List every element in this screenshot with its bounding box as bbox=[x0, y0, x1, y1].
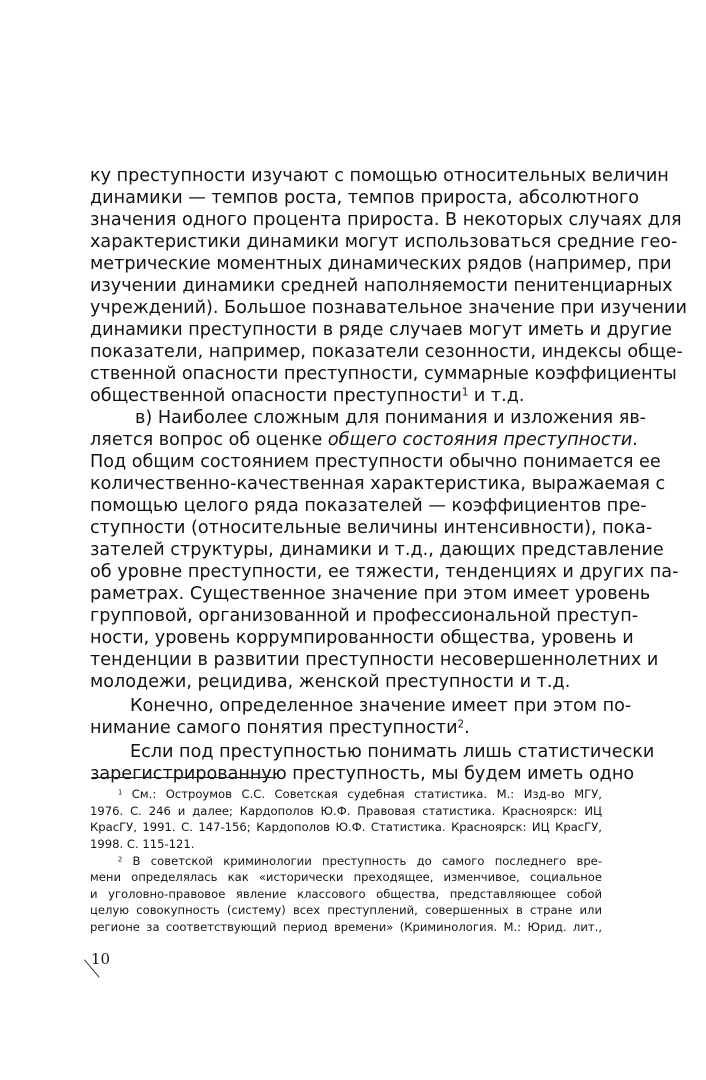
footnote-ref-1[interactable]: 1 bbox=[461, 387, 469, 399]
body-line-text: ляется вопрос об оценке bbox=[90, 430, 328, 450]
body-line: Под общим состоянием преступности обычно понимается ее bbox=[90, 452, 661, 472]
body-line: молодежи, рецидива, женской преступности и т.д. bbox=[90, 672, 571, 692]
footnote-ref-2[interactable]: 2 bbox=[457, 719, 465, 731]
body-line: зателей структуры, динамики и т.д., дающих представление bbox=[90, 540, 664, 560]
footnote-line: 1976. С. 246 и далее; Кардополов Ю.Ф. Правовая статистика. Красноярск: ИЦ bbox=[90, 804, 602, 818]
body-line: ности, уровень коррумпированности общества, уровень и bbox=[90, 628, 634, 648]
footnote-marker-2: 2 bbox=[118, 855, 123, 864]
footnote-line: 1998. С. 115-121. bbox=[90, 837, 195, 851]
footnote-marker-1: 1 bbox=[118, 788, 123, 797]
body-line: Конечно, определенное значение имеет при этом по- bbox=[130, 696, 632, 716]
body-line: раметрах. Существенное значение при этом имеет уровень bbox=[90, 584, 651, 604]
footnote-line: КрасГУ, 1991. С. 147-156; Кардополов Ю.Ф. Статистика. Красноярск: ИЦ КрасГУ, bbox=[90, 820, 602, 834]
body-line: помощью целого ряда показателей — коэффициентов пре- bbox=[90, 496, 647, 516]
page-number: 10 bbox=[91, 950, 111, 968]
body-line: Если под преступностью понимать лишь статистически bbox=[130, 742, 655, 762]
body-line: групповой, организованной и профессиональной преступ- bbox=[90, 606, 639, 626]
body-line: ку преступности изучают с помощью относительных величин bbox=[90, 166, 669, 186]
footnote-line bbox=[118, 853, 602, 870]
body-line: значения одного процента прироста. В некоторых случаях для bbox=[90, 210, 682, 230]
footnote-line bbox=[118, 786, 602, 803]
body-line: характеристики динамики могут использоваться средние гео- bbox=[90, 232, 678, 252]
body-line bbox=[90, 717, 600, 739]
footnote-line: регионе за соответствующий период времени» (Криминология. М.: Юрид. лит., bbox=[90, 920, 602, 934]
footnote-divider bbox=[92, 777, 276, 778]
body-line: учреждений). Большое познавательное значение при изучении bbox=[90, 298, 687, 318]
body-line: динамики преступности в ряде случаев могут иметь и другие bbox=[90, 320, 672, 340]
emphasis-text: общего состояния преступности bbox=[327, 430, 633, 450]
footnote-text: В советской криминологии преступность до самого последнего вре- bbox=[122, 854, 602, 868]
body-line-text: общественной опасности преступности bbox=[90, 386, 462, 406]
body-line: ственной опасности преступности, суммарные коэффициенты bbox=[90, 364, 677, 384]
body-line bbox=[90, 385, 600, 407]
body-line: зарегистрированную преступность, мы будем иметь одно bbox=[90, 764, 635, 784]
body-line-text: и т.д. bbox=[468, 386, 525, 406]
body-line: об уровне преступности, ее тяжести, тенденциях и других па- bbox=[90, 562, 679, 582]
footnote-line: мени определялась как «исторически преходящее, изменчивое, социальное bbox=[90, 870, 602, 884]
body-line: в) Наиболее сложным для понимания и изложения яв- bbox=[135, 408, 647, 428]
body-line bbox=[90, 429, 638, 451]
footnote-line: целую совокупность (систему) всех преступлений, совершенных в стране или bbox=[90, 903, 602, 917]
body-line: изучении динамики средней наполняемости пенитенциарных bbox=[90, 276, 673, 296]
body-line: ступности (относительные величины интенсивности), пока- bbox=[90, 518, 653, 538]
footnote-text: См.: Остроумов С.С. Советская судебная статистика. М.: Изд-во МГУ, bbox=[122, 787, 602, 801]
body-line-text: . bbox=[464, 718, 470, 738]
body-line: показатели, например, показатели сезонности, индексы обще- bbox=[90, 342, 683, 362]
body-line: метрические моментных динамических рядов (например, при bbox=[90, 254, 672, 274]
body-line: тенденции в развитии преступности несовершеннолетних и bbox=[90, 650, 659, 670]
body-line-text: нимание самого понятия преступности bbox=[90, 718, 458, 738]
footnote-line: и уголовно-правовое явление классового общества, представляющее собой bbox=[90, 887, 602, 901]
body-line-text: . bbox=[632, 430, 638, 450]
body-line: количественно-качественная характеристика, выражаемая с bbox=[90, 474, 666, 494]
body-line: динамики — темпов роста, темпов прироста, абсолютного bbox=[90, 188, 639, 208]
